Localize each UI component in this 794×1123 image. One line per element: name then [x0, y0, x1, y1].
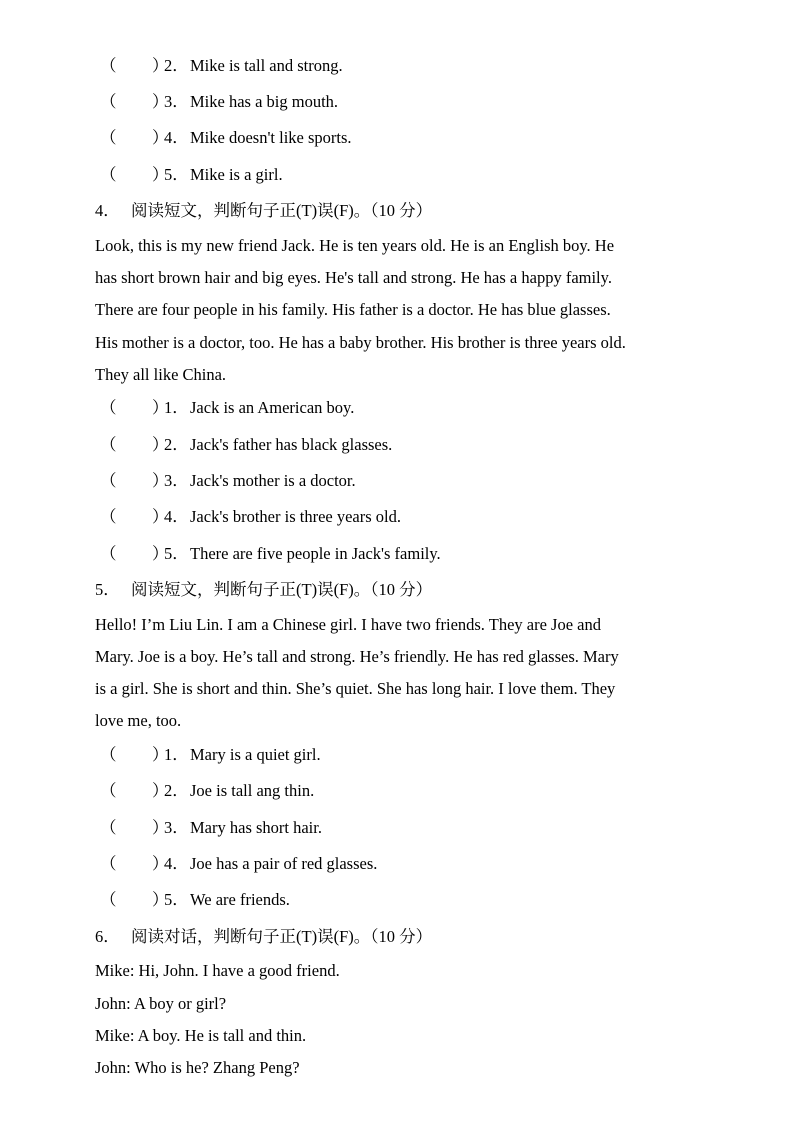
answer-blank-open[interactable]: （: [100, 471, 117, 490]
answer-blank-close: ）: [152, 781, 169, 800]
item-text: There are five people in Jack's family.: [190, 544, 441, 563]
answer-blank-open[interactable]: （: [100, 398, 117, 417]
dialogue-line: Mike: A boy. He is tall and thin.: [95, 1026, 307, 1045]
item-text: Mike is a girl.: [190, 165, 283, 184]
section-heading: [95, 580, 432, 600]
question-item: [100, 92, 338, 112]
answer-blank-close: ）: [152, 92, 169, 111]
passage-line: has short brown hair and big eyes. He's tall and strong. He has a happy family.: [95, 268, 612, 287]
passage-line: Hello! I’m Liu Lin. I am a Chinese girl. I have two friends. They are Joe and: [95, 615, 601, 634]
question-item: [100, 854, 377, 874]
answer-blank-close: ）: [152, 128, 169, 147]
section-title: 阅读对话，判断句子正(T)误(F)。（10 分）: [131, 927, 433, 946]
section-title: 阅读短文，判断句子正(T)误(F)。（10 分）: [131, 580, 433, 599]
answer-blank-close: ）: [152, 165, 169, 184]
answer-blank-open[interactable]: （: [100, 745, 117, 764]
item-number: 3．: [164, 92, 189, 111]
item-text: Mike is tall and strong.: [190, 56, 343, 75]
item-number: 1．: [164, 398, 189, 417]
answer-blank-close: ）: [152, 56, 169, 75]
section-number: 6．: [95, 927, 120, 946]
item-number: 1．: [164, 745, 189, 764]
passage-line: His mother is a doctor, too. He has a baby brother. His brother is three years old.: [95, 333, 626, 352]
question-item: [100, 890, 290, 910]
passage-line: Look, this is my new friend Jack. He is ten years old. He is an English boy. He: [95, 236, 615, 255]
answer-blank-close: ）: [152, 818, 169, 837]
section-heading: [95, 927, 432, 947]
answer-blank-close: ）: [152, 471, 169, 490]
answer-blank-open[interactable]: （: [100, 56, 117, 75]
answer-blank-open[interactable]: （: [100, 507, 117, 526]
section-number: 4．: [95, 201, 120, 220]
answer-blank-open[interactable]: （: [100, 92, 117, 111]
answer-blank-close: ）: [152, 544, 169, 563]
answer-blank-open[interactable]: （: [100, 781, 117, 800]
item-text: Mary has short hair.: [190, 818, 322, 837]
passage-line: They all like China.: [95, 365, 227, 384]
dialogue-line: Mike: Hi, John. I have a good friend.: [95, 961, 340, 980]
question-item: [100, 471, 356, 491]
item-text: Joe is tall ang thin.: [190, 781, 315, 800]
answer-blank-open[interactable]: （: [100, 854, 117, 873]
answer-blank-close: ）: [152, 435, 169, 454]
item-text: We are friends.: [190, 890, 290, 909]
item-text: Jack is an American boy.: [190, 398, 355, 417]
question-item: [100, 56, 343, 76]
item-text: Jack's father has black glasses.: [190, 435, 393, 454]
item-number: 4．: [164, 507, 189, 526]
item-number: 2．: [164, 56, 189, 75]
item-number: 2．: [164, 435, 189, 454]
dialogue-line: John: A boy or girl?: [95, 994, 227, 1013]
item-number: 3．: [164, 471, 189, 490]
answer-blank-open[interactable]: （: [100, 818, 117, 837]
question-item: [100, 507, 401, 527]
item-text: Jack's mother is a doctor.: [190, 471, 356, 490]
item-number: 5．: [164, 544, 189, 563]
question-item: [100, 128, 352, 148]
item-number: 4．: [164, 854, 189, 873]
question-item: [100, 818, 322, 838]
item-number: 5．: [164, 165, 189, 184]
question-item: [100, 165, 283, 185]
question-item: [100, 435, 392, 455]
section-number: 5．: [95, 580, 120, 599]
answer-blank-open[interactable]: （: [100, 890, 117, 909]
item-number: 5．: [164, 890, 189, 909]
item-text: Mary is a quiet girl.: [190, 745, 321, 764]
passage-line: love me, too.: [95, 711, 182, 730]
answer-blank-open[interactable]: （: [100, 128, 117, 147]
question-item: [100, 544, 441, 564]
dialogue-line: John: Who is he? Zhang Peng?: [95, 1058, 300, 1077]
item-text: Jack's brother is three years old.: [190, 507, 401, 526]
answer-blank-close: ）: [152, 398, 169, 417]
item-text: Mike doesn't like sports.: [190, 128, 352, 147]
item-text: Mike has a big mouth.: [190, 92, 339, 111]
answer-blank-open[interactable]: （: [100, 435, 117, 454]
question-item: [100, 745, 321, 765]
item-number: 3．: [164, 818, 189, 837]
section-title: 阅读短文，判断句子正(T)误(F)。（10 分）: [131, 201, 433, 220]
passage-line: is a girl. She is short and thin. She’s quiet. She has long hair. I love them. They: [95, 679, 616, 698]
answer-blank-open[interactable]: （: [100, 544, 117, 563]
item-text: Joe has a pair of red glasses.: [190, 854, 378, 873]
answer-blank-close: ）: [152, 507, 169, 526]
passage-line: There are four people in his family. His father is a doctor. He has blue glasses.: [95, 300, 611, 319]
answer-blank-close: ）: [152, 854, 169, 873]
question-item: [100, 398, 354, 418]
answer-blank-close: ）: [152, 745, 169, 764]
question-item: [100, 781, 314, 801]
item-number: 4．: [164, 128, 189, 147]
answer-blank-open[interactable]: （: [100, 165, 117, 184]
passage-line: Mary. Joe is a boy. He’s tall and strong. He’s friendly. He has red glasses. Mary: [95, 647, 619, 666]
section-heading: [95, 201, 432, 221]
answer-blank-close: ）: [152, 890, 169, 909]
item-number: 2．: [164, 781, 189, 800]
